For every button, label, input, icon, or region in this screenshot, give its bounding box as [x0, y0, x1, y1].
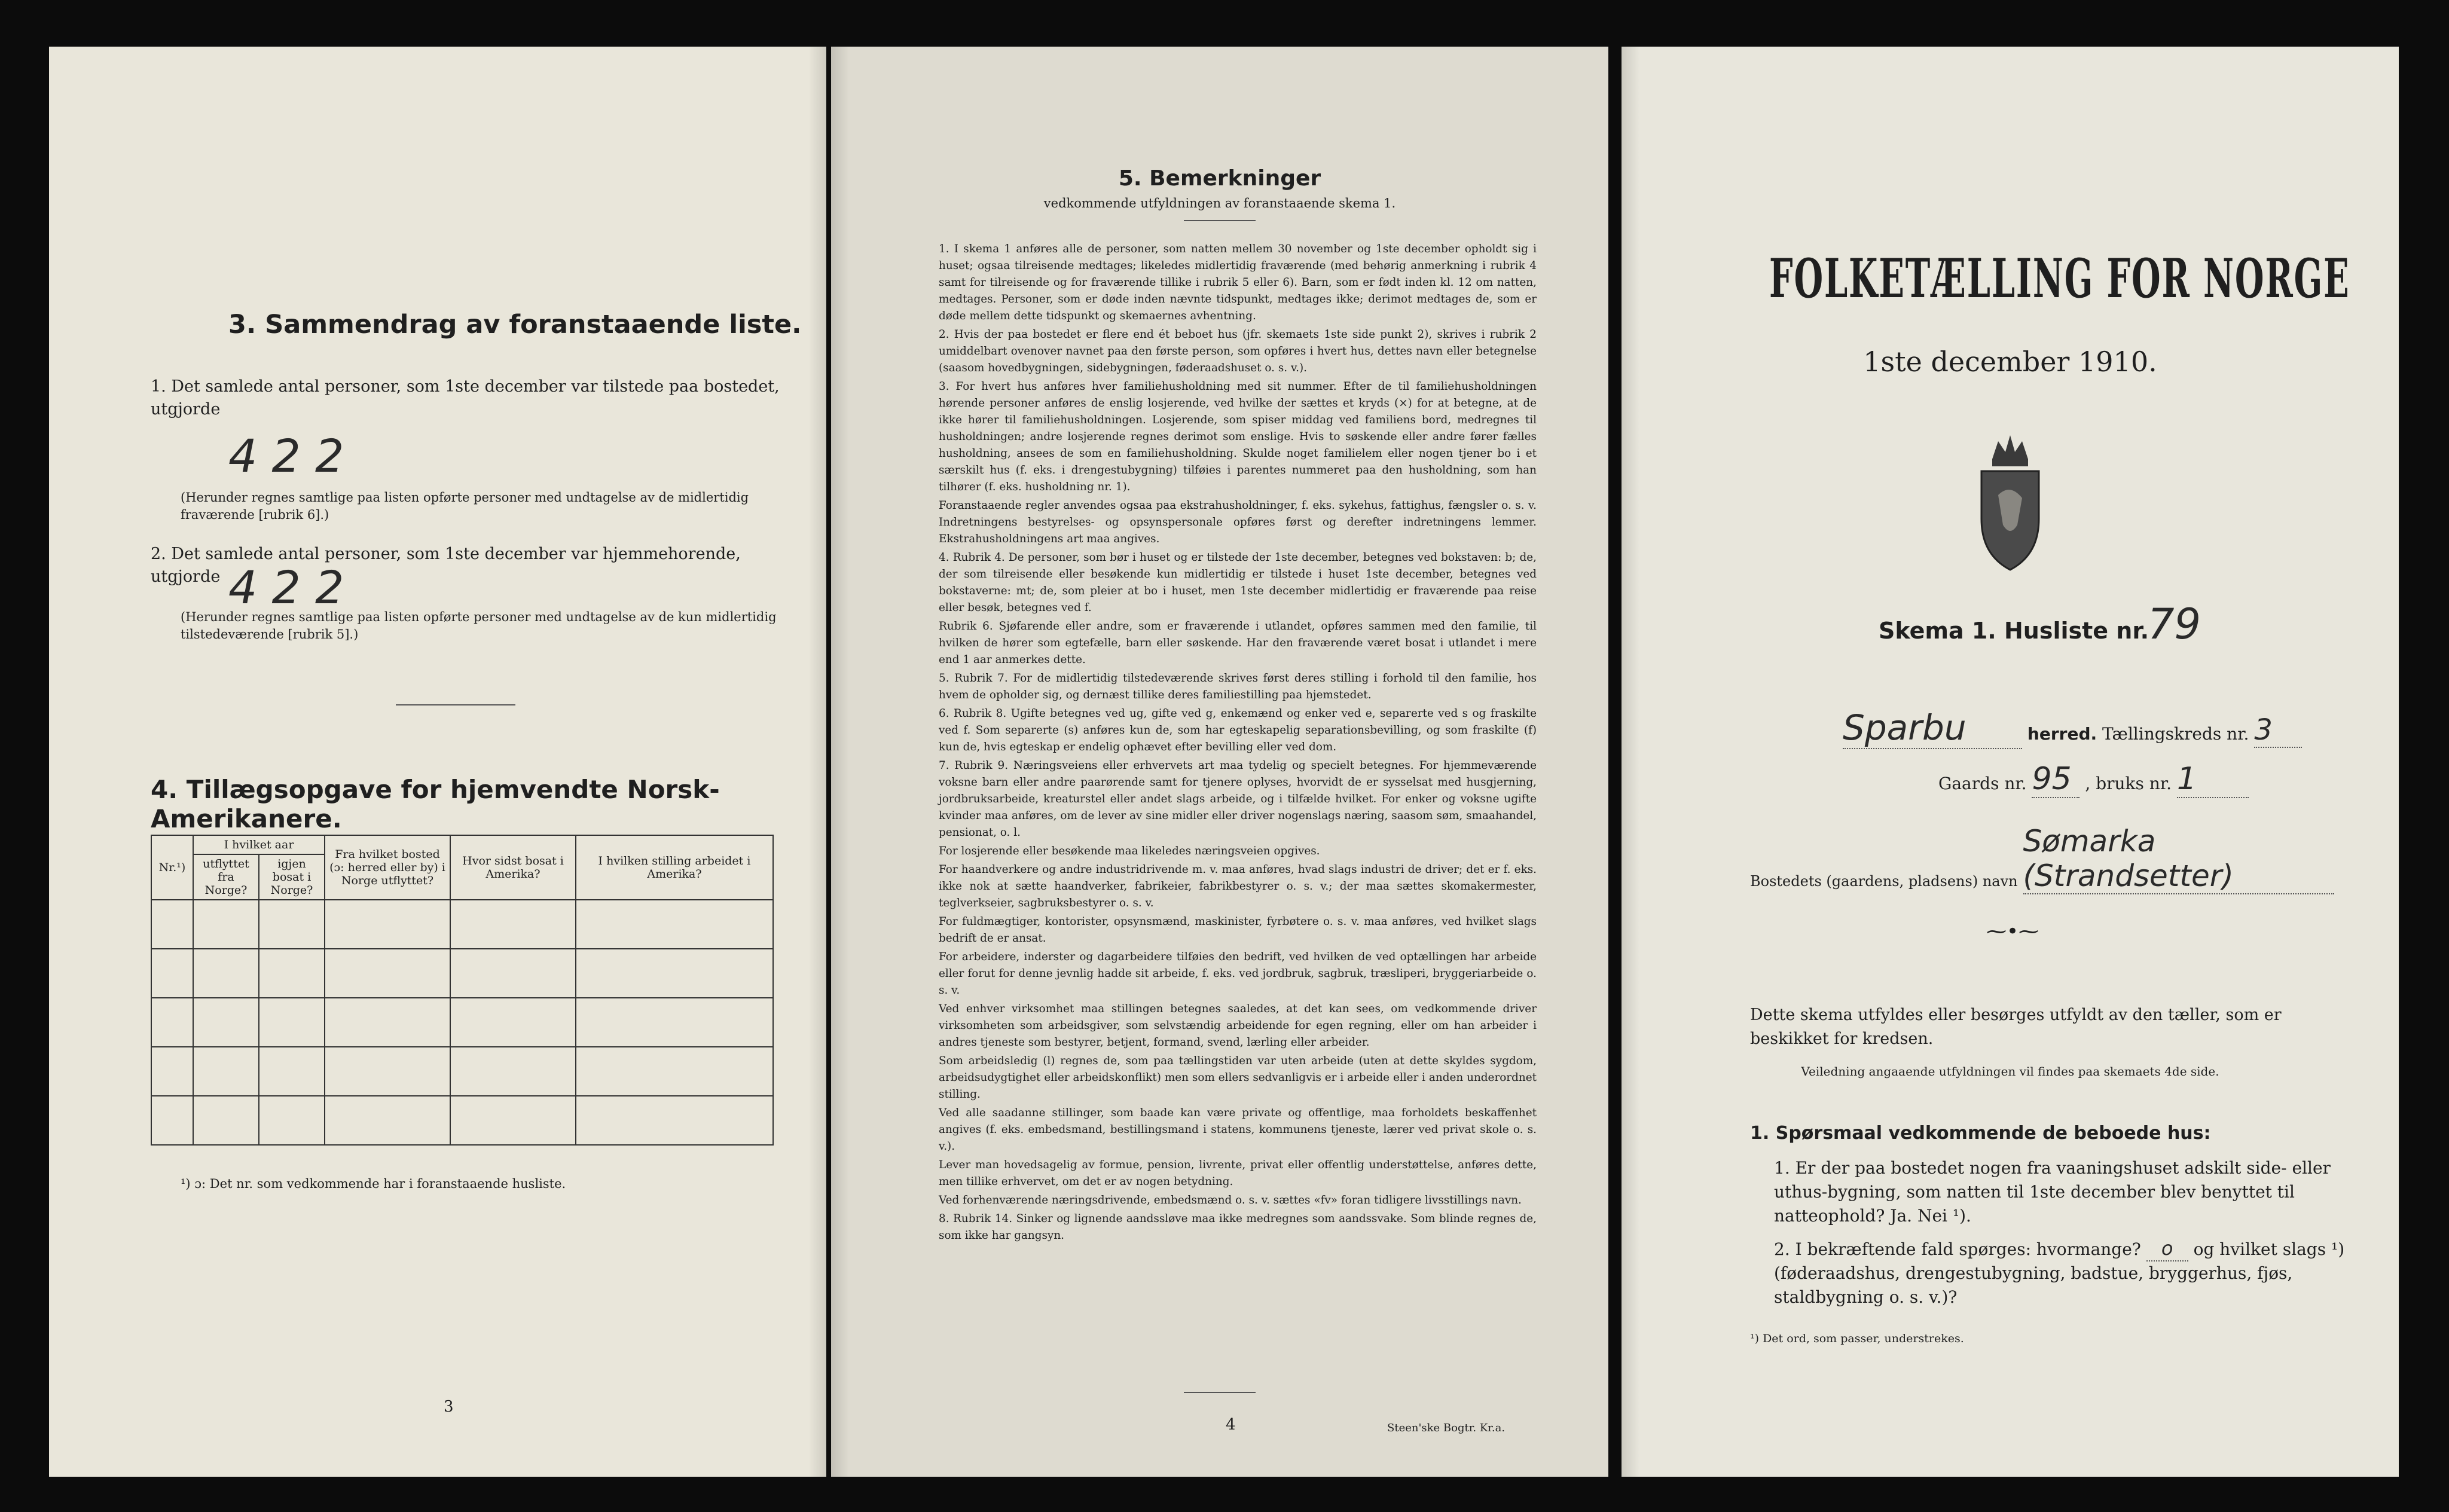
left-page	[49, 47, 826, 1477]
question-2-answer: o	[2146, 1236, 2188, 1261]
remark-item: 6. Rubrik 8. Ugifte betegnes ved ug, gifte ved g, enkemænd og enker ved e, separerte ved s og fraskilte ved f. Som separerte (s) anføres kun de, som har egteskapelig separationsbevilling, og som fraskilte (f) kun de, hvis egteskap er endelig ophævet efter bevilling eller ved dom.	[939, 707, 1537, 753]
col-nr: Nr.¹)	[151, 835, 193, 900]
title-rule	[1184, 220, 1256, 221]
remark-item: Rubrik 6. Sjøfarende eller andre, som er fraværende i utlandet, opføres sammen med den familie, til hvilken de hører som egtefælle, barn eller søskende. Har den fraværende været bosat i utlandet i mere end 1 aar anmerkes dette.	[939, 620, 1537, 666]
sec5-subtitle: vedkommende utfyldningen av foranstaaende skema 1.	[1043, 196, 1396, 210]
sec4-title: 4. Tillægsopgave for hjemvendte Norsk-Amerikanere.	[151, 775, 720, 833]
remark-item: Foranstaaende regler anvendes ogsaa paa ekstrahusholdninger, f. eks. sykehus, fattighus, fængsler o. s. v. Indretningens bestyrelses- og opsynspersonale opføres først og derefter indretningens lemmer. Ekstrahusholdningens art maa angives.	[939, 499, 1537, 545]
bosted-value: Sømarka (Strandsetter)	[2023, 824, 2334, 894]
page-number: 3	[444, 1398, 454, 1416]
footer-rule	[1184, 1392, 1256, 1393]
question-2	[1750, 1236, 2354, 1309]
page-number: 4	[1226, 1416, 1236, 1434]
sec4-footnote: ¹) ɔ: Det nr. som vedkommende har i foranstaaende husliste.	[181, 1177, 566, 1191]
ornament-divider: ⁓•⁓	[1986, 920, 2039, 943]
census-date: 1ste december 1910.	[1863, 346, 2157, 378]
question-2-text-a: 2. I bekræftende fald spørges: hvormange?	[1774, 1239, 2141, 1259]
col-igjen: igjen bosat i Norge?	[259, 854, 325, 900]
section-divider	[396, 704, 515, 705]
herred-value: Sparbu	[1843, 707, 2022, 749]
sec3-item2: 2. Det samlede antal personer, som 1ste december var hjemmehorende, utgjorde	[151, 545, 741, 586]
remark-item: 2. Hvis der paa bostedet er flere end ét beboet hus (jfr. skemaets 1ste side punkt 2), skrives i rubrik 2 umiddelbart ovenover navnet paa den første person, som opføres i hvert hus, dettes navn eller betegnelse (saasom hovedbygningen, sidebygningen, føderaadshuset o. s. v.).	[939, 328, 1537, 374]
remark-item: Ved forhenværende næringsdrivende, embedsmænd o. s. v. sættes «fv» foran tidligere livsstillings navn.	[939, 1194, 1522, 1206]
kreds-value: 3	[2254, 713, 2302, 748]
sec3-item2-handwritten: 4 2 2	[228, 561, 344, 614]
remark-item: Lever man hovedsagelig av formue, pension, livrente, privat eller offentlig understøttelse, anføres dette, men tillike erhvervet, om det er av nogen betydning.	[939, 1159, 1537, 1188]
instructions-note: Veiledning angaaende utfyldningen vil findes paa skemaets 4de side.	[1801, 1064, 2219, 1079]
page-crease	[831, 47, 849, 1477]
bruks-value: 1	[2177, 761, 2249, 798]
remark-item: Som arbeidsledig (l) regnes de, som paa tællingstiden var uten arbeide (uten at dette skyldes sygdom, arbeidsudygtighet eller arbeidskonflikt) men som ellers sedvanligvis er i arbeide eller i anden underordnet stilling.	[939, 1055, 1537, 1101]
sec3-item1-note: (Herunder regnes samtlige paa listen opførte personer med undtagelse av de midlertidig fraværende [rubrik 6].)	[181, 490, 749, 522]
remark-item: 3. For hvert hus anføres hver familiehusholdning med sit nummer. Efter de til familiehusholdningen hørende personer anføres de enslig losjerende, ved hvilke der sættes et kryds (×) for at betegne, at de ikke hører til familiehusholdningen. Losjerende, som spiser middag ved familiens bord, medregnes til husholdningen; andre losjerende regnes derimot som enslige. Hvis to søskende eller andre fører fælles husholdning, ansees de som en familiehusholdning. Skulde noget familielem eller nogen tjener bo i et særskilt hus (f. eks. i drengestubygning) tilføies i parentes nummeret paa den husholdning, som han tilhører (f. eks. husholdning nr. 1).	[939, 380, 1537, 493]
remark-item: 5. Rubrik 7. For de midlertidig tilstedeværende skrives først deres stilling i forhold til den familie, hos hvem de opholder sig, og dernæst tillike deres familiestilling paa hjemstedet.	[939, 672, 1537, 701]
gaards-label: Gaards nr.	[1938, 774, 2027, 793]
kreds-label: Tællingskreds nr.	[2102, 724, 2249, 744]
col-utflyttet: utflyttet fra Norge?	[193, 854, 259, 900]
norsk-amerikanere-table	[151, 835, 774, 1146]
question-heading: 1. Spørsmaal vedkommende de beboede hus:	[1750, 1123, 2211, 1144]
remark-item: 1. I skema 1 anføres alle de personer, som natten mellem 30 november og 1ste december opholdt sig i huset; ogsaa tilreisende medtages; likeledes midlertidig fraværende (med behørig anmerkning i rubrik 4 samt for tilreisende og for fraværende tillike i rubrik 5 eller 6). Barn, som er født inden kl. 12 om natten, medtages. Personer, som er døde inden nævnte tidspunkt, medtages ikke; derimot medtages de, som er døde mellem dette tidspunkt og skemaernes avhentning.	[939, 243, 1537, 322]
sec3-item1: 1. Det samlede antal personer, som 1ste december var tilstede paa bostedet, utgjorde	[151, 377, 780, 419]
right-page	[1622, 47, 2399, 1477]
question-1: 1. Er der paa bostedet nogen fra vaaningshuset adskilt side- eller uthus-bygning, som natten til 1ste december blev benyttet til natteophold? Ja. Nei ¹).	[1774, 1158, 2331, 1226]
table-row	[151, 949, 773, 998]
herred-label: herred.	[2027, 724, 2097, 744]
table-row	[151, 998, 773, 1047]
instructions: Dette skema utfyldes eller besørges utfyldt av den tæller, som er beskikket for kredsen.	[1750, 1006, 2282, 1048]
col-fra: Fra hvilket bosted (ɔ: herred eller by) i Norge utflyttet?	[325, 835, 450, 900]
census-title: FOLKETÆLLING FOR NORGE	[1769, 247, 2350, 310]
husliste-nr: 79	[2148, 600, 2201, 649]
coat-of-arms-icon	[1974, 423, 2046, 573]
remark-item: 7. Rubrik 9. Næringsveiens eller erhvervets art maa tydelig og specielt betegnes. For hjemmeværende voksne barn eller andre paarørende samt for tjenere oplyses, hvorvidt de er sysselsat med husgjerning, jordbruksarbeide, kreaturstel eller andet slags arbeide, og i tilfælde hvilket. For enker og voksne ugifte kvinder maa anføres, om de lever av sine midler eller driver nogenslags næring, saasom søm, smaahandel, pensionat, o. l.	[939, 759, 1537, 839]
sec3-title: 3. Sammendrag av foranstaaende liste.	[228, 310, 802, 340]
bosted-label: Bostedets (gaardens, pladsens) navn	[1750, 873, 2018, 890]
table-row	[151, 1096, 773, 1145]
remark-item: For arbeidere, inderster og dagarbeidere tilføies den bedrift, ved hvilken de ved optællingen har arbeide eller forut for denne jevnlig hadde sit arbeide, f. eks. ved jordbruk, sagbruk, træsliperi, bryggeriarbeide o. s. v.	[939, 951, 1537, 997]
page-crease	[808, 47, 826, 1477]
schema-label: Skema 1. Husliste nr.	[1879, 618, 2149, 644]
printer-credit: Steen'ske Bogtr. Kr.a.	[1387, 1422, 1506, 1434]
col-group-year: I hvilket aar	[193, 835, 325, 854]
remark-item: 4. Rubrik 4. De personer, som bør i huset og er tilstede der 1ste december, betegnes ved bokstaven: b; de, der som tilreisende eller besøkende kun midlertidig er tilstede i huset 1ste december, betegnes ved bokstaverne: mt; de, som pleier at bo i huset, men 1ste december midlertidig er fraværende paa reise eller besøk, betegnes ved f.	[939, 551, 1537, 614]
table-row	[151, 1047, 773, 1096]
question-2-text-b: og hvilket slags ¹) (føderaadshus, drengestubygning, badstue, bryggerhus, fjøs, staldbygning o. s. v.)?	[1774, 1239, 2345, 1307]
page-crease	[1622, 47, 1639, 1477]
remark-item: For haandverkere og andre industridrivende m. v. maa anføres, hvad slags industri de driver; det er f. eks. ikke nok at sætte haandverker, fabrikeier, fabrikbestyrer o. s. v.; der maa sættes skomakermester, teglverkseier, sagbruksbestyrer o. s. v.	[939, 863, 1537, 909]
remark-item: For fuldmægtiger, kontorister, opsynsmænd, maskinister, fyrbøtere o. s. v. maa anføres, ved hvilket slags bedrift de er ansat.	[939, 915, 1537, 945]
bruks-label: , bruks nr.	[2085, 774, 2172, 793]
herred-row	[1843, 707, 2381, 749]
sec3-item1-handwritten: 4 2 2	[228, 429, 344, 482]
remark-item: 8. Rubrik 14. Sinker og lignende aandssløve maa ikke medregnes som aandssvake. Som blinde regnes de, som ikke har gangsyn.	[939, 1212, 1537, 1242]
sec3-item2-note: (Herunder regnes samtlige paa listen opførte personer med undtagelse av de kun midlertidig tilstedeværende [rubrik 5].)	[181, 610, 777, 642]
remark-item: Ved alle saadanne stillinger, som baade kan være private og offentlige, maa forholdets beskaffenhet angives (f. eks. embedsmand, bestillingsmand i statens, kommunens tjeneste, lærer ved privat skole o. s. v.).	[939, 1107, 1537, 1153]
gaards-value: 95	[2032, 761, 2079, 798]
gaards-row	[1938, 761, 2399, 798]
remarks-list	[939, 241, 1537, 1246]
middle-page	[831, 47, 1608, 1477]
remark-item: For losjerende eller besøkende maa likeledes næringsveien opgives.	[939, 845, 1320, 857]
bosted-row	[1750, 824, 2396, 894]
remark-item: Ved enhver virksomhet maa stillingen betegnes saaledes, at det kan sees, om vedkommende driver virksomheten som arbeidsgiver, som selvstændig arbeidende for egen regning, eller om han arbeider i andres tjeneste som bestyrer, betjent, formand, svend, lærling eller arbeider.	[939, 1003, 1537, 1049]
table-row	[151, 900, 773, 949]
col-stilling: I hvilken stilling arbeidet i Amerika?	[576, 835, 773, 900]
sec5-title: 5. Bemerkninger	[1118, 166, 1321, 191]
col-hvor: Hvor sidst bosat i Amerika?	[450, 835, 576, 900]
right-footnote: ¹) Det ord, som passer, understrekes.	[1750, 1332, 1964, 1345]
